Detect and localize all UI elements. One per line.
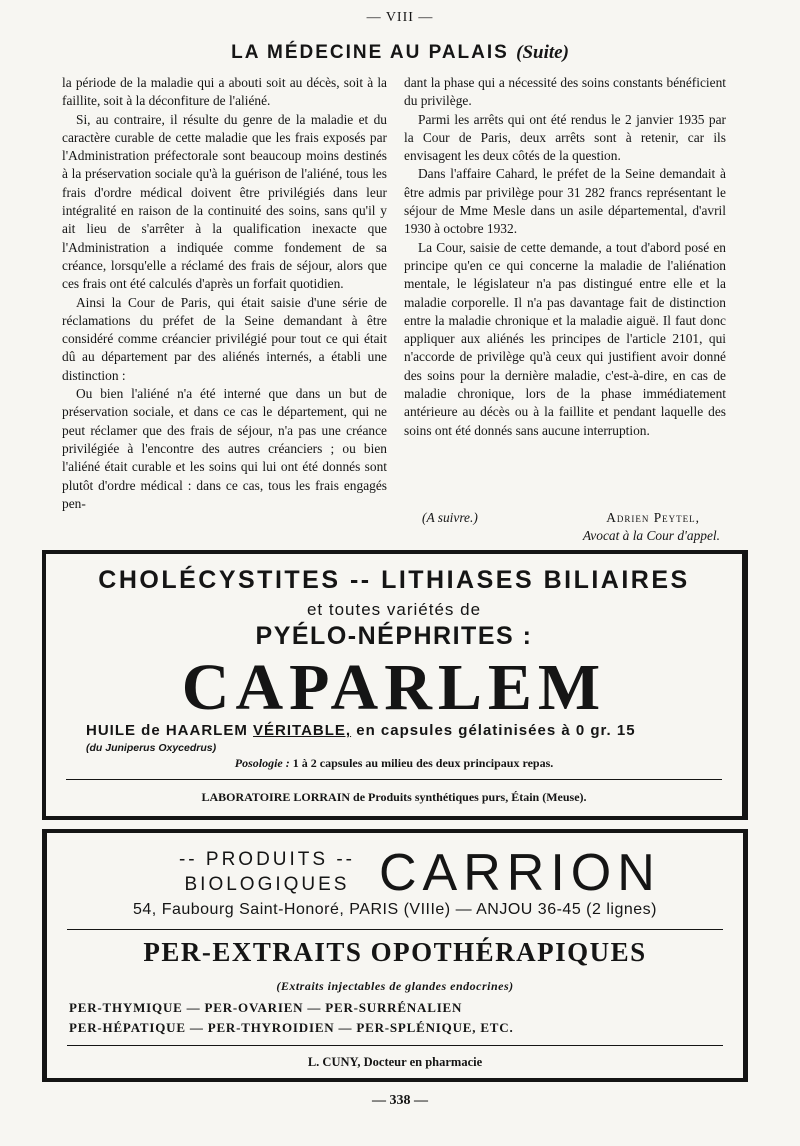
article-paragraph: Si, au contraire, il résulte du genre de la maladie et du caractère curable de cette maladie que les frais exposés par l'Administration préfectorale sont beaucoup moins destinés à la préservation sociale qu'à la guérison de l'aliéné, tous les frais d'ordre médical doivent être privilégiés dans leur intégralité en raison de la continuité des soins, sans qu'il y ait lieu de s'arrêter à la qualification inexacte que l'Administration a indiquée comme fondement de sa créance, lorsqu'elle a réclamé des frais de séjour, alors que ces frais ont été calculés d'après un forfait quotidien. xyxy=(62,111,387,292)
article-paragraph: Dans l'affaire Cahard, le préfet de la Seine demandait à être admis par privilège pour 31 282 francs représentant le séjour de Mme Mesle dans un asile départemental, d'avril 1930 à octobre 1932. xyxy=(404,166,726,237)
page-title xyxy=(0,42,800,64)
ad-divider xyxy=(67,929,723,930)
ad-laboratory: LABORATOIRE LORRAIN de Produits synthétiques purs, Étain (Meuse). xyxy=(201,790,587,804)
ad-divider xyxy=(67,1045,723,1046)
ad-pyelo-heading: PYÉLO-NÉPHRITES : xyxy=(255,622,533,650)
title-suffix: (Suite) xyxy=(516,42,569,63)
folio-top: — VIII — xyxy=(366,10,434,25)
ad-extraits-note: (Extraits injectables de glandes endocrines) xyxy=(276,979,514,993)
article-paragraph: Ou bien l'aliéné n'a été interné que dans un but de préservation sociale, et dans ce cas le département, qui ne peut réclamer que des frais de séjour, n'a pas une créance privilégiée à l'encontre des autres créanciers ; ou bien l'aliéné était curable et les soins qui lui ont été donnés sont plutôt d'ordre médical : dans ce cas, tous les frais engagés pen- xyxy=(62,386,387,511)
author-name: Adrien Peytel, xyxy=(606,510,700,525)
huile-suffix: en capsules gélatinisées à 0 gr. 15 xyxy=(356,722,636,739)
ad-caparlem xyxy=(42,550,748,820)
ad-pharmacist: L. CUNY, Docteur en pharmacie xyxy=(307,1055,483,1069)
ad-products-line: PER-HÉPATIQUE — PER-THYROIDIEN — PER-SPLÉNIQUE, ETC. xyxy=(69,1020,514,1035)
posologie-text: 1 à 2 capsules au milieu des deux principaux repas. xyxy=(292,756,554,770)
title-text: LA MÉDECINE AU PALAIS xyxy=(231,42,509,63)
article-paragraph: Parmi les arrêts qui ont été rendus le 2 janvier 1935 par la Cour de Paris, deux arrêts sont à retenir, car ils envisagent les deux côtés de la question. xyxy=(404,111,726,164)
huile-veritable: VÉRITABLE, xyxy=(253,722,352,739)
ad-address: 54, Faubourg Saint-Honoré, PARIS (VIIIe) — ANJOU 36-45 (2 lignes) xyxy=(133,901,657,918)
posologie-label: Posologie : xyxy=(234,756,290,770)
produits-line: -- PRODUITS -- xyxy=(178,849,356,870)
article-left-column xyxy=(62,74,387,513)
ad-posologie xyxy=(46,756,742,771)
ad-latin-name: (du Juniperus Oxycedrus) xyxy=(86,742,217,754)
article-paragraph: la période de la maladie qui a abouti soit au décès, soit à la faillite, soit à la déconfiture de l'aliéné. xyxy=(62,75,387,109)
article-paragraph: La Cour, saisie de cette demande, a tout d'abord posé en principe qu'en ce qui concerne la maladie de l'aliénation mentale, le législateur n'a pas distingué entre elle et la maladie corporelle. Il n'a pas davantage fait de distinction entre la maladie chronique et la maladie aiguë. Il faut donc appliquer aux aliénés les principes de l'article 2101, qui n'accorde de privilège qu'à ceux qui justifient avoir donné des soins pour la dernière maladie, c'est-à-dire, en cas de maladie chronique, lors de la phase immédiatement antérieure au décès ou à la faillite et pendant laquelle des soins ont été donnés sans aucune interruption. xyxy=(404,239,726,438)
ad-divider xyxy=(66,779,722,780)
author-title: Avocat à la Cour d'appel. xyxy=(582,528,720,543)
ad-brand-name: CAPARLEM xyxy=(181,651,607,724)
a-suivre-note: (A suivre.) xyxy=(422,510,478,525)
biologiques-line: BIOLOGIQUES xyxy=(184,874,350,895)
huile-prefix: HUILE de HAARLEM xyxy=(86,722,248,739)
ad-brand-name: CARRION xyxy=(379,844,661,902)
article-right-column xyxy=(404,74,726,440)
ad-headline: CHOLÉCYSTITES -- LITHIASES BILIAIRES xyxy=(98,566,690,594)
ad-produits-biologiques xyxy=(147,847,387,897)
ad-products-line: PER-THYMIQUE — PER-OVARIEN — PER-SURRÉNALIEN xyxy=(69,1000,463,1015)
ad-carrion xyxy=(42,829,748,1082)
ad-product-description xyxy=(86,722,636,739)
article-paragraph: Ainsi la Cour de Paris, qui était saisie d'une série de réclamations du préfet de la Seine demandant à être considéré comme créancier privilégié pour tout ce qui était dû au département par des aliénés internés, a établi une distinction : xyxy=(62,294,387,383)
article-paragraph: dant la phase qui a nécessité des soins constants bénéficient du privilège. xyxy=(404,75,726,109)
ad-subline: et toutes variétés de xyxy=(306,600,482,619)
ad-perextraits-heading: PER-EXTRAITS OPOTHÉRAPIQUES xyxy=(143,937,647,967)
page-number: — 338 — xyxy=(372,1093,428,1108)
